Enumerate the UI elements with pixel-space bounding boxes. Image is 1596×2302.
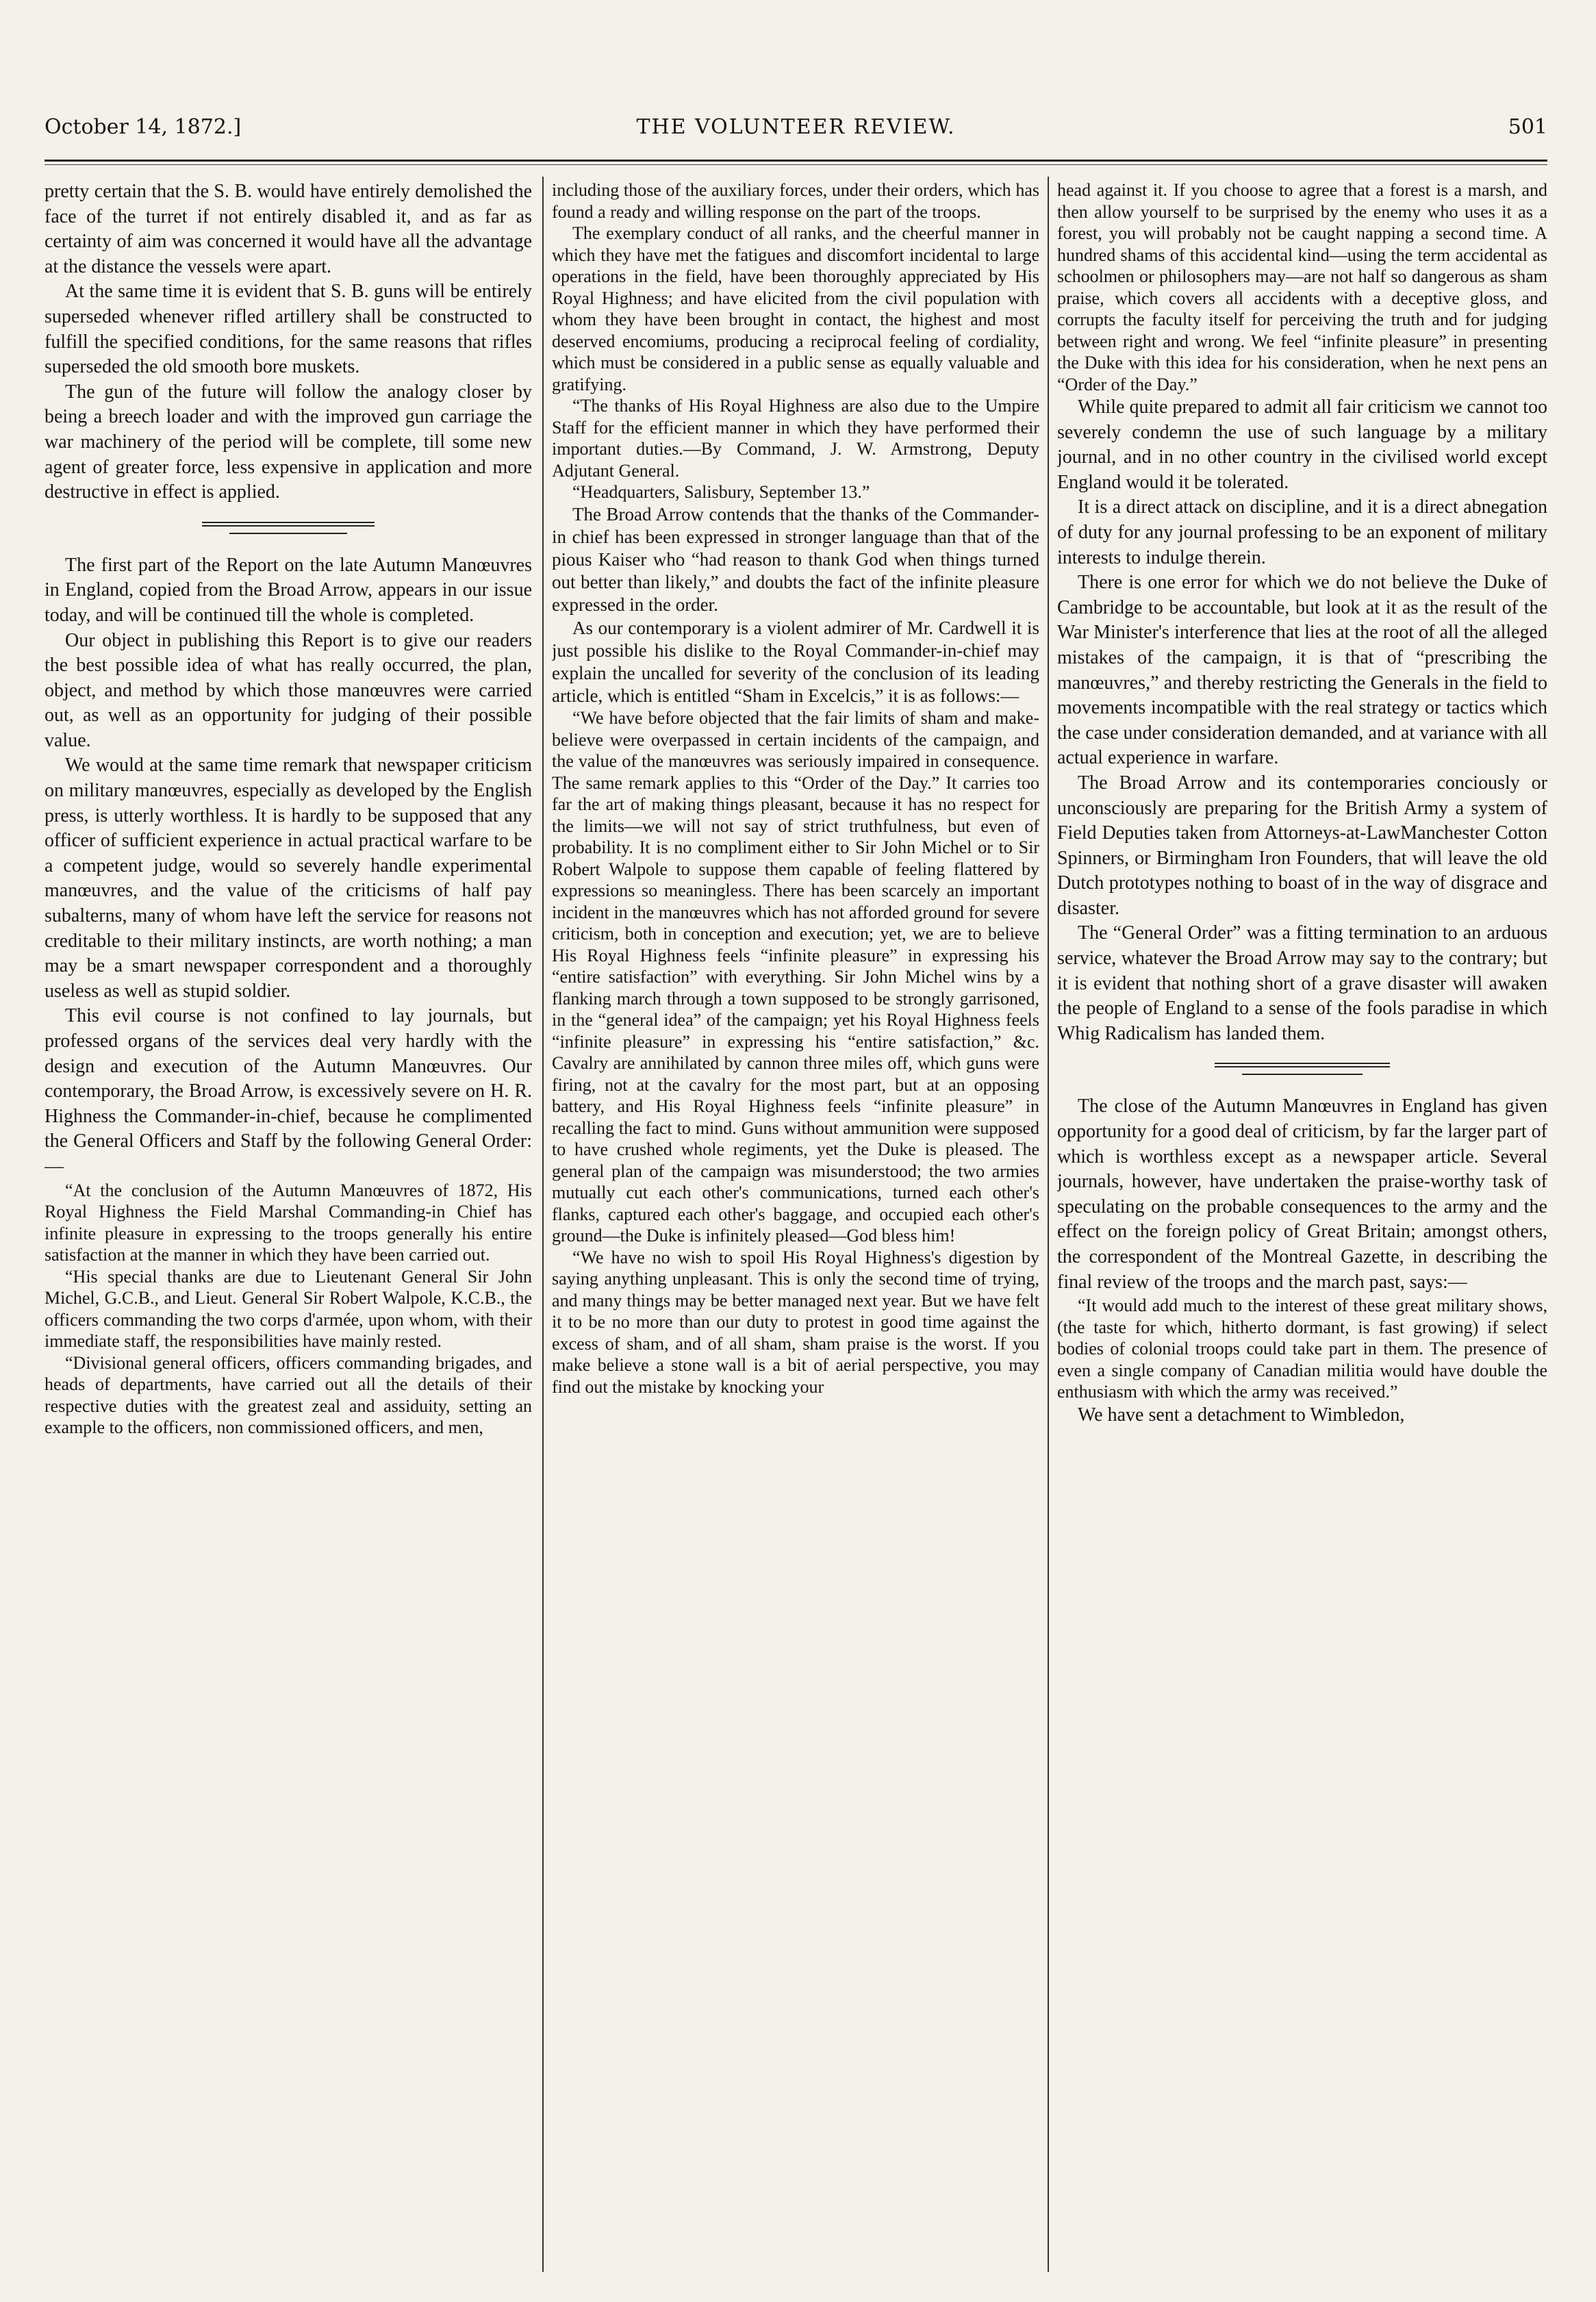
article-paragraph: The Broad Arrow and its contemporaries conciously or unconsciously are preparing for the British Army a system of Field Deputies taken from Attorneys-at-LawManchester Cotton Spinners, or Birmingham Iron Founders, that will leave the old Dutch prototypes nothing to boast of in the way of disgrace and disaster. (1057, 772, 1547, 919)
issue-date: October 14, 1872.] (45, 115, 242, 139)
article-paragraph: The gun of the future will follow the analogy closer by being a breech loader and with the improved gun carriage the war machinery of the period will be complete, till some new agent of greater force, less expensive in application and more destructive in effect is applied. (45, 381, 532, 503)
quoted-paragraph: The exemplary conduct of all ranks, and the cheerful manner in which they have met the fatigues and discomfort incidental to large operations in the field, have been thoroughly appreciated by His Royal Highness; and have elicited from the civil population with whom they have been brought in contact, the highest and most deserved encomiums, producing a reciprocal feeling of cordiality, which must be considered in a public sense as equally valuable and gratifying. (552, 223, 1039, 394)
article-paragraph: The first part of the Report on the late Autumn Manœuvres in England, copied from the Broad Arrow, appears in our issue today, and will be continued till the whole is completed. (45, 554, 532, 626)
column-1 (45, 179, 532, 2261)
section-separator (1057, 1046, 1547, 1094)
masthead (45, 115, 1547, 156)
quoted-paragraph: “Headquarters, Salisbury, September 13.” (572, 482, 870, 502)
quoted-paragraph: including those of the auxiliary forces, under their orders, which has found a ready and willing response on the part of the troops. (552, 180, 1039, 222)
quoted-paragraph: “The thanks of His Royal Highness are also due to the Umpire Staff for the efficient manner in which they have performed their important duties.—By Command, J. W. Armstrong, Deputy Adjutant General. (552, 396, 1039, 481)
article-paragraph: Our object in publishing this Report is to give our readers the best possible idea of what has really occurred, the plan, object, and method by which those manœuvres were carried out, as well as an opportunity for judging of their possible value. (45, 629, 532, 751)
quoted-paragraph: head against it. If you choose to agree that a forest is a marsh, and then allow yourself to be surprised by the enemy who uses it as a forest, you will probably not be caught napping a second time. A hundred shams of this accidental kind—using the term accidental as schoolmen or philosophers may—are not half so dangerous as sham praise, which covers all accidents with a deceptive gloss, and corrupts the faculty itself for perceiving the truth and for judging between right and wrong. We feel “infinite pleasure” in presenting the Duke with this idea for his consideration, when he next pens an “Order of the Day.” (1057, 180, 1547, 394)
article-paragraph: The close of the Autumn Manœuvres in England has given opportunity for a good deal of criticism, by far the larger part of which is worthless except as a newspaper article. Several journals, however, have undertaken the praise-worthy task of speculating on the probable consequences to the army and the effect on the foreign policy of Great Britain; amongst others, the correspondent of the Montreal Gazette, in describing the final review of the troops and the march past, says:— (1057, 1096, 1547, 1293)
article-paragraph: There is one error for which we do not believe the Duke of Cambridge to be accountable, but look at it as the result of the War Minister's interference that lies at the root of all the alleged mistakes of the campaign, it is that of “prescribing the manœuvres,” and thereby restricting the Generals in the field to movements incompatible with the real strategy or tactics which the case under consideration demanded, and at variance with all actual experience in warfare. (1057, 572, 1547, 769)
header-rule-thin (45, 164, 1547, 165)
article-paragraph: The Broad Arrow contends that the thanks of the Commander-in chief has been expressed in stronger language than that of the pious Kaiser who “had reason to thank God when things turned out better than likely,” and doubts the fact of the infinite pleasure expressed in the order. (552, 503, 1039, 616)
article-paragraph: It is a direct attack on discipline, and it is a direct abnegation of duty for any journal professing to be an exponent of military interests to indulge therein. (1057, 496, 1547, 568)
page-number: 501 (1508, 115, 1547, 139)
publication-title: THE VOLUNTEER REVIEW. (636, 115, 956, 139)
section-separator (45, 505, 532, 553)
column-3 (1057, 179, 1547, 2261)
quoted-paragraph: “Divisional general officers, officers commanding brigades, and heads of departments, have carried out all the details of their respective duties with the greatest zeal and assiduity, setting an example to the officers, non commissioned officers, and men, (45, 1352, 532, 1438)
article-paragraph: We have sent a detachment to Wimbledon, (1078, 1404, 1405, 1426)
column-divider (1048, 177, 1049, 2272)
quoted-paragraph: “We have no wish to spoil His Royal Highness's digestion by saying anything unpleasant. This is only the second time of trying, and many things may be better managed next year. But we have felt it to be no more than our duty to protest in good time against the excess of sham, and of all sham, sham praise is the worst. If you make believe a stone wall is a bit of aerial perspective, you may find out the mistake by knocking your (552, 1247, 1039, 1397)
article-paragraph: pretty certain that the S. B. would have entirely demolished the face of the turret if not entirely disabled it, and as far as certainty of aim was concerned it would have all the advantage at the distance the vessels were apart. (45, 181, 532, 277)
header-rule (45, 160, 1547, 162)
column-divider (542, 177, 544, 2272)
quoted-paragraph: “We have before objected that the fair limits of sham and make-believe were overpassed in certain incidents of the campaign, and the value of the manœuvres was seriously impaired in consequence. The same remark applies to this “Order of the Day.” It carries too far the art of making things pleasant, because it has no respect for the limits—we will not say of strict truthfulness, but even of probability. It is no compliment either to Sir John Michel or to Sir Robert Walpole to suppose them capable of feeling flattered by expressions so meaningless. There has been scarcely an important incident in the manœuvres which has not afforded ground for severe criticism, both in conception and execution; yet, we are to believe His Royal Highness feels “infinite pleasure” in expressing his “entire satisfaction” with everything. Sir John Michel wins by a flanking march through a town supposed to be strongly garrisoned, in the “general idea” of the campaign; yet his Royal Highness feels “infinite pleasure” in expressing his “entire satisfaction,” &c. Cavalry are annihilated by cannon three miles off, which guns were firing, not at the cavalry for the most part, but at an opposing battery, and His Royal Highness feels “infinite pleasure” in recalling the fact to mind. Guns without ammunition were supposed to have crushed whole regiments, yet the Duke is pleased. The general plan of the campaign was misunderstood; the two armies mutually cut each other's communications, turned each other's flanks, captured each other's baggage, and occupied each other's ground—the Duke is infinitely pleased—God bless him! (552, 708, 1039, 1246)
quoted-paragraph: “His special thanks are due to Lieutenant General Sir John Michel, G.C.B., and Lieut. General Sir Robert Walpole, K.C.B., the officers commanding the two corps d'armée, upon whom, with their immediate staff, the responsibilities have mainly rested. (45, 1266, 532, 1352)
quoted-paragraph: “At the conclusion of the Autumn Manœuvres of 1872, His Royal Highness the Field Marshal Commanding-in Chief has infinite pleasure in expressing to the troops generally his entire satisfaction at the manner in which they have been carried out. (45, 1180, 532, 1265)
article-paragraph: As our contemporary is a violent admirer of Mr. Cardwell it is just possible his dislike to the Royal Commander-in-chief may explain the uncalled for severity of the conclusion of its leading article, which is entitled “Sham in Excelcis,” it is as follows:— (552, 617, 1039, 707)
article-paragraph: At the same time it is evident that S. B. guns will be entirely superseded whenever rifled artillery shall be constructed to fulfill the specified conditions, for the same reasons that rifles superseded the old smooth bore muskets. (45, 281, 532, 378)
article-paragraph: This evil course is not confined to lay journals, but professed organs of the services deal very hardly with the design and execution of the Autumn Manœuvres. Our contemporary, the Broad Arrow, is excessively severe on H. R. Highness the Commander-in-chief, because he complimented the General Officers and Staff by the following General Order:— (45, 1005, 532, 1177)
column-2 (552, 179, 1039, 2261)
quoted-paragraph: “It would add much to the interest of these great military shows, (the taste for which, hitherto dormant, is fast growing) if select bodies of colonial troops could take part in them. The presence of even a single company of Canadian militia would have double the enthusiasm with which the army was received.” (1057, 1295, 1547, 1402)
article-paragraph: We would at the same time remark that newspaper criticism on military manœuvres, especially as developed by the English press, is utterly worthless. It is hardly to be supposed that any officer of sufficient experience in actual practical warfare to be a competent judge, would so severely handle experimental manœuvres, and the value of the criticisms of half pay subalterns, many of whom have left the service for reasons not creditable to their military instincts, are worth nothing; a man may be a smart newspaper correspondent and a thoroughly useless as well as stupid soldier. (45, 755, 532, 1002)
article-paragraph: The “General Order” was a fitting termination to an arduous service, whatever the Broad Arrow may say to the contrary; but it is evident that nothing short of a grave disaster will awaken the people of England to a sense of the fools paradise in which Whig Radicalism has landed them. (1057, 922, 1547, 1044)
article-paragraph: While quite prepared to admit all fair criticism we cannot too severely condemn the use of such language by a military journal, and in no other country in the civilised world except England would it be tolerated. (1057, 396, 1547, 493)
